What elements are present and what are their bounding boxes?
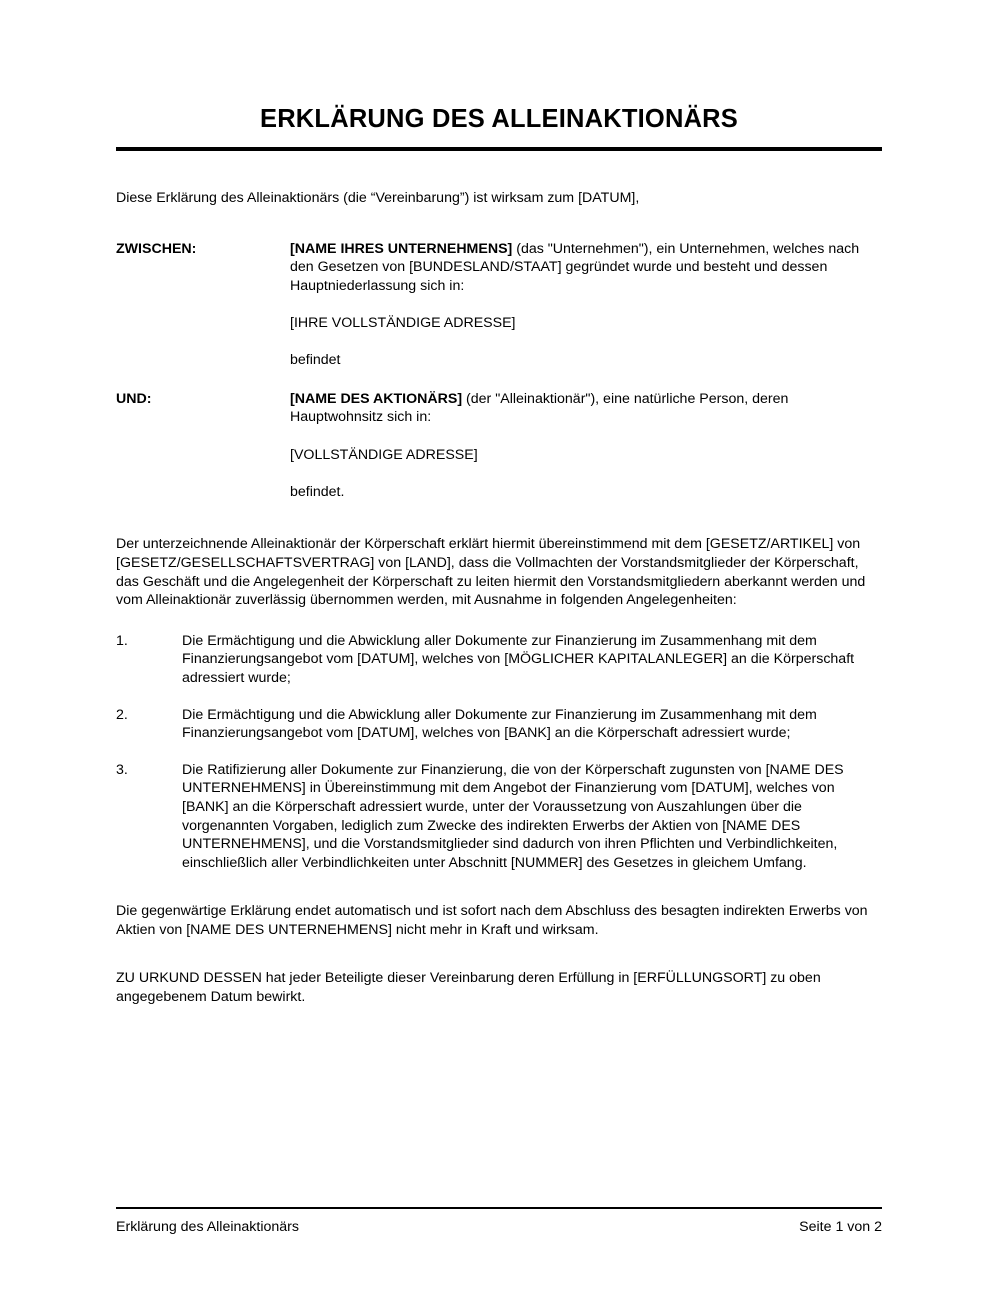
clause-marker: 2. [116,706,128,723]
party-closing-shareholder: befindet. [290,483,345,500]
party-address-shareholder: [VOLLSTÄNDIGE ADRESSE] [290,446,478,463]
page-title: ERKLÄRUNG DES ALLEINAKTIONÄRS [259,105,739,133]
termination-paragraph: Die gegenwärtige Erklärung endet automatisch und ist sofort nach dem Abschluss des besagten indirekten Erwerbs von Aktien von [NAME DES UNTERNEHMENS] nicht mehr in Kraft und wirksam. [116,903,868,938]
party-closing-company: befindet [290,352,341,369]
party-name-shareholder: [NAME DES AKTIONÄRS] [290,390,463,407]
parties-block [116,240,882,502]
footer-page-number: Seite 1 von 2 [799,1219,882,1235]
clause-item [116,632,882,688]
title-divider [116,147,882,151]
clause-text: Die Ratifizierung aller Dokumente zur Finanzierung, die von der Körperschaft zugunsten von [NAME DES UNTERNEHMENS] in Übereinstimmung mit dem Angebot der Finanzierung vom [DATUM], welches von [BANK] an die Körperschaft adressiert wurde, unter der Voraussetzung von Auszahlungen über die vorgenannten Vorgaben, lediglich zum Zwecke des indirekten Erwerbs der Aktien von [NAME DES UNTERNEHMENS], und die Vorstandsmitglieder sind dadurch von ihren Pflichten und Verbindlichkeiten, einschließlich aller Verbindlichkeiten unter Abschnitt [NUMMER] des Gesetzes in gleichem Umfang. [182,761,844,871]
footer-document-name: Erklärung des Alleinaktionärs [116,1219,299,1235]
clause-marker: 1. [116,632,128,649]
intro-paragraph: Diese Erklärung des Alleinaktionärs (die “Vereinbarung”) ist wirksam zum [DATUM], [116,190,640,207]
party-address-company: [IHRE VOLLSTÄNDIGE ADRESSE] [290,315,516,332]
clause-text: Die Ermächtigung und die Abwicklung aller Dokumente zur Finanzierung im Zusammenhang mit dem Finanzierungsangebot vom [DATUM], welches von [MÖGLICHER KAPITALANLEGER] an die Körperschaft adressiert wurde; [182,632,855,686]
document-content [116,0,882,1007]
party-name-line [290,240,882,296]
execution-paragraph: ZU URKUND DESSEN hat jeder Beteiligte dieser Vereinbarung deren Erfüllung in [ERFÜLLUNGSORT] zu oben angegebenem Datum bewirkt. [116,970,821,1006]
recital-paragraph: Der unterzeichnende Alleinaktionär der Körperschaft erklärt hiermit übereinstimmend mit dem [GESETZ/ARTIKEL] von [GESETZ/GESELLSCHAFTSVERTRAG] von [LAND], dass die Vollmachten der Vorstandsmitglieder der Körperschaft, das Geschäft und die Angelegenheit der Körperschaft zu leiten hiermit den Vorstandsmitgliedern aberkannt werden und vom Alleinaktionär zuverlässig übernommen werden, mit Ausnahme in folgenden Angelegenheiten: [116,536,866,609]
page-footer [116,1207,882,1236]
party-body-company [290,240,882,370]
party-label-und: UND: [116,390,152,407]
party-row [116,240,882,370]
party-row [116,390,882,502]
clause-item [116,761,882,873]
footer-divider [116,1207,882,1209]
party-body-shareholder [290,390,882,502]
clause-text: Die Ermächtigung und die Abwicklung aller Dokumente zur Finanzierung im Zusammenhang mit dem Finanzierungsangebot vom [DATUM], welches von [BANK] an die Körperschaft adressiert wurde; [182,706,817,742]
party-name-line [290,390,882,427]
party-description-shareholder: (der "Alleinaktionär"), eine natürliche Person, deren Hauptwohnsitz sich in: [290,390,789,426]
footer-row [116,1218,882,1236]
clause-marker: 3. [116,761,128,778]
party-name-company: [NAME IHRES UNTERNEHMENS] [290,240,513,257]
clause-item [116,706,882,743]
party-label-zwischen: ZWISCHEN: [116,240,197,257]
numbered-clause-list [116,632,882,873]
party-description-company: (das "Unternehmen"), ein Unternehmen, welches nach den Gesetzen von [BUNDESLAND/STAAT] gegründet wurde und besteht und dessen Hauptniederlassung sich in: [290,240,860,294]
